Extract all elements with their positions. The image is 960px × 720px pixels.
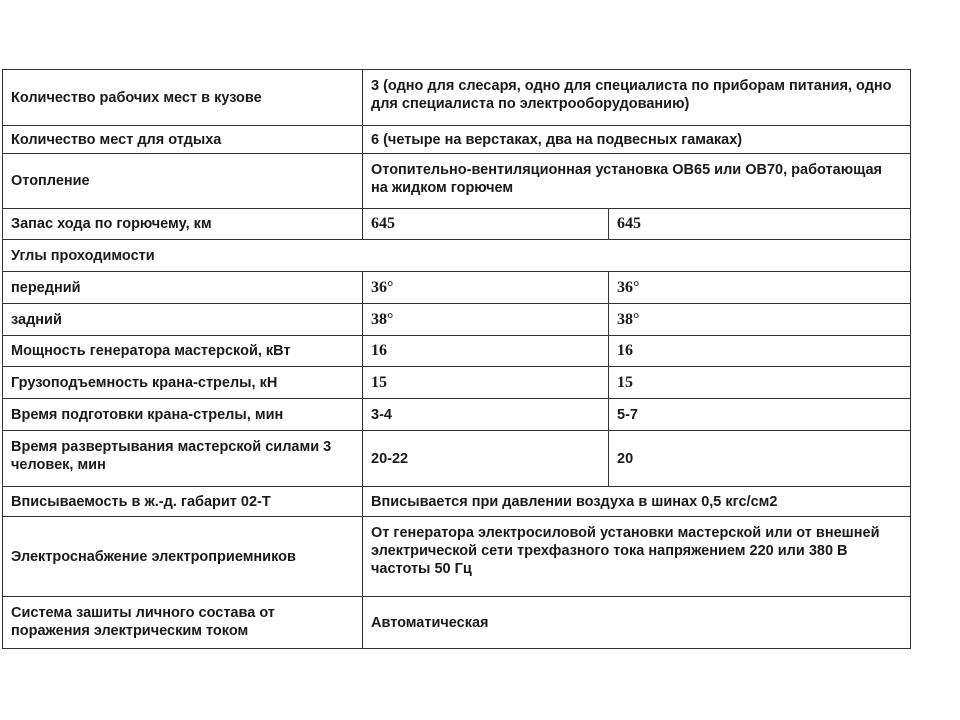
table-row <box>3 367 911 399</box>
row-value: 3 (одно для слесаря, одно для специалиста по приборам питания, одно для специалиста по электрооборудованию) <box>363 70 911 126</box>
table-row <box>3 336 911 367</box>
table-row <box>3 517 911 597</box>
row-value: Автоматическая <box>363 597 911 649</box>
row-label: Время развертывания мастерской силами 3 человек, мин <box>3 431 363 487</box>
row-value-a: 15 <box>363 367 609 399</box>
table-row <box>3 272 911 304</box>
row-value-b: 36° <box>609 272 911 304</box>
row-value-a: 16 <box>363 336 609 367</box>
row-label: Система зашиты личного состава от поражения электрическим током <box>3 597 363 649</box>
table-row <box>3 399 911 431</box>
row-label: Время подготовки крана-стрелы, мин <box>3 399 363 431</box>
row-label: Вписываемость в ж.-д. габарит 02-Т <box>3 487 363 517</box>
row-value-a: 3-4 <box>363 399 609 431</box>
row-value: Вписывается при давлении воздуха в шинах 0,5 кгс/см2 <box>363 487 911 517</box>
table-row <box>3 304 911 336</box>
row-value-b: 645 <box>609 209 911 240</box>
specs-table <box>2 69 911 649</box>
row-value-a: 20-22 <box>363 431 609 487</box>
row-label: Грузоподъемность крана-стрелы, кН <box>3 367 363 399</box>
row-value-b: 38° <box>609 304 911 336</box>
row-label: задний <box>3 304 363 336</box>
row-label: Запас хода по горючему, км <box>3 209 363 240</box>
row-value-a: 645 <box>363 209 609 240</box>
row-value-b: 15 <box>609 367 911 399</box>
row-value-b: 5-7 <box>609 399 911 431</box>
table-row <box>3 126 911 154</box>
row-value: Отопительно-вентиляционная установка ОВ65 или ОВ70, работающая на жидком горючем <box>363 154 911 209</box>
row-label: Отопление <box>3 154 363 209</box>
table-row <box>3 209 911 240</box>
table-row <box>3 597 911 649</box>
table-row <box>3 431 911 487</box>
row-value: 6 (четыре на верстаках, два на подвесных гамаках) <box>363 126 911 154</box>
row-label: Количество мест для отдыха <box>3 126 363 154</box>
row-value-b: 20 <box>609 431 911 487</box>
row-label: Мощность генератора мастерской, кВт <box>3 336 363 367</box>
row-label: передний <box>3 272 363 304</box>
table-row <box>3 70 911 126</box>
table-row <box>3 154 911 209</box>
row-value-a: 38° <box>363 304 609 336</box>
table-row <box>3 240 911 272</box>
row-label: Количество рабочих мест в кузове <box>3 70 363 126</box>
section-label: Углы проходимости <box>3 240 911 272</box>
row-value: От генератора электросиловой установки мастерской или от внешней электрической сети трехфазного тока напряжением 220 или 380 В частоты 50 Гц <box>363 517 911 597</box>
row-label: Электроснабжение электроприемников <box>3 517 363 597</box>
row-value-b: 16 <box>609 336 911 367</box>
row-value-a: 36° <box>363 272 609 304</box>
table-row <box>3 487 911 517</box>
